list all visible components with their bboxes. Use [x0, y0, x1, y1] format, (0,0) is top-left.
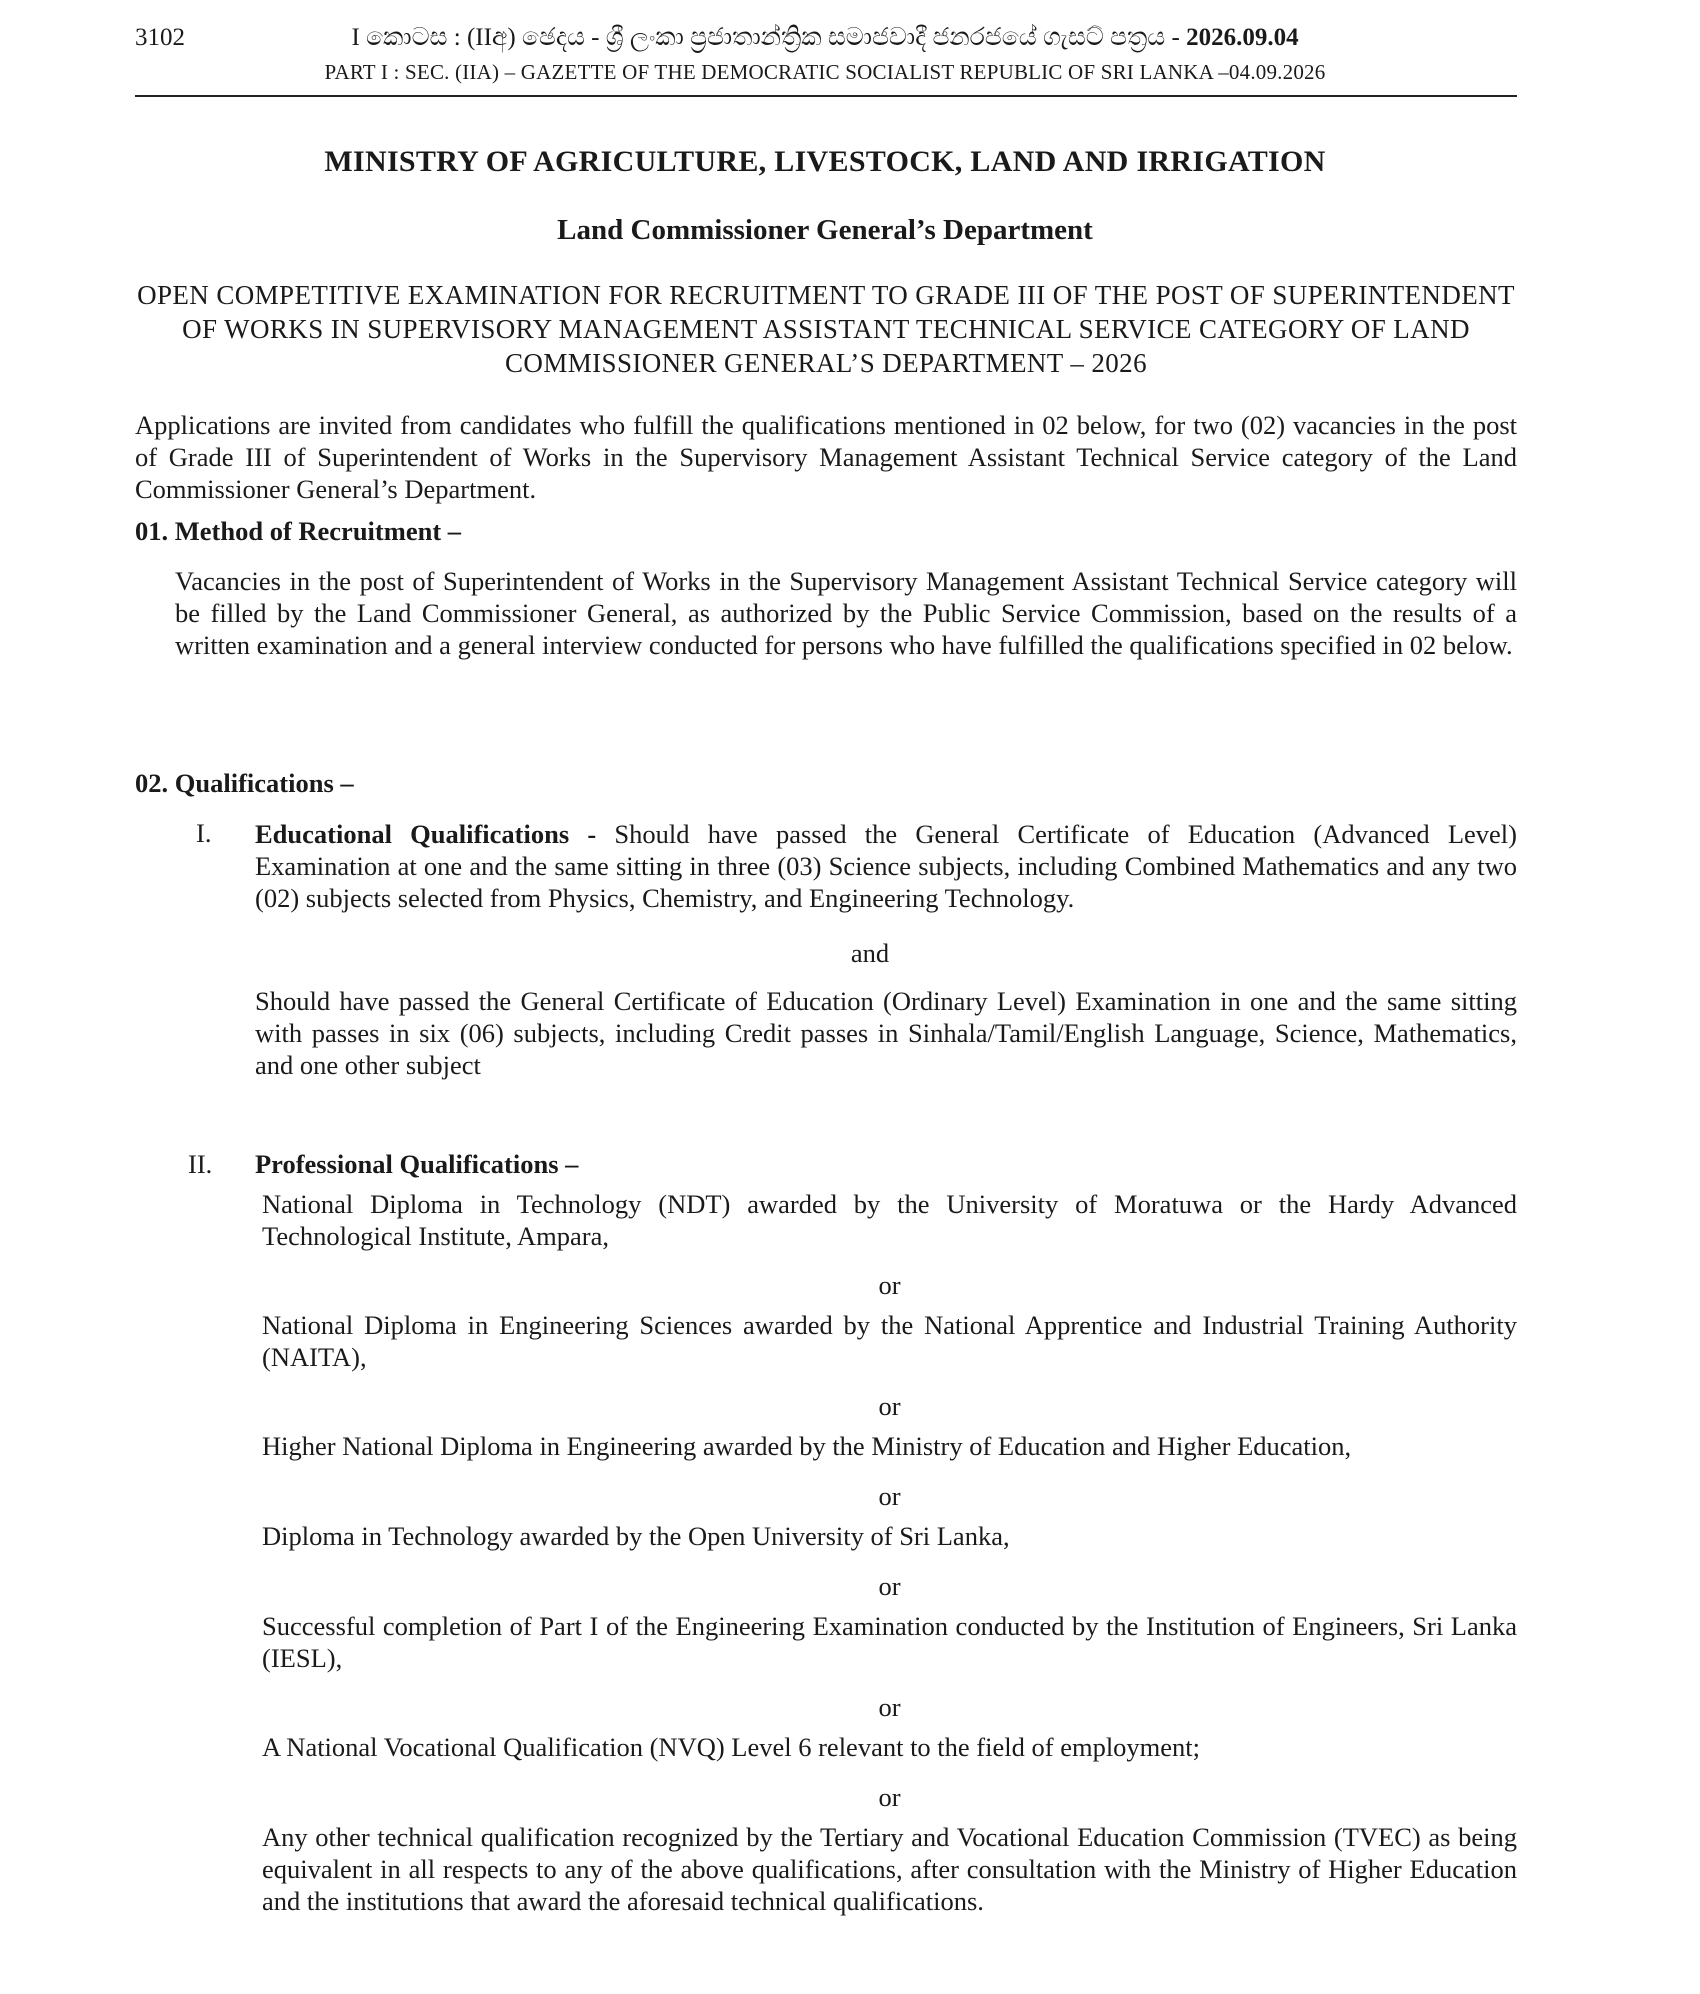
or-separator: or — [878, 1571, 901, 1601]
educational-qualifications-text: Should have passed the General Certificate of Education (Advanced Level) Examination at one and the same sitting in three (03) Science subjects, including Combined Mathematics and any two (02) subjects selected from Physics, Chemistry, and Engineering Technology. — [255, 819, 1517, 913]
qualification-option: National Diploma in Technology (NDT) awarded by the University of Moratuwa or the Hardy Advanced Technological Institute, Ampara, — [262, 1189, 1517, 1251]
professional-qualifications-heading: Professional Qualifications – — [255, 1149, 579, 1179]
or-separator: or — [878, 1481, 901, 1511]
or-separator: or — [878, 1270, 901, 1300]
intro-paragraph: Applications are invited from candidates who fulfill the qualifications mentioned in 02 below, for two (02) vacancies in the post of Grade III of Superintendent of Works in the Supervisory Management Assistant Technical Service category of the Land Commissioner General’s Department. — [135, 410, 1517, 504]
educational-qualifications-label: Educational Qualifications - — [255, 819, 597, 849]
qualification-option: Diploma in Technology awarded by the Open University of Sri Lanka, — [262, 1521, 1010, 1551]
educational-qualifications — [255, 818, 1517, 914]
or-separator: or — [878, 1391, 901, 1421]
section-1-body: Vacancies in the post of Superintendent of Works in the Supervisory Management Assistant Technical Service category will be filled by the Land Commissioner General, as authorized by the Public Service Commission, based on the results of a written examination and a general interview conducted for persons who have fulfilled the qualifications specified in 02 below. — [175, 566, 1517, 660]
page-number: 3102 — [135, 24, 185, 51]
gazette-header-sinhala-text: I කොටස : (IIඅ) ඡෙදය - ශ්‍රී ලංකා ප්‍රජාතාන්ත්‍රික සමාජවාදී ජනරජයේ ගැසට් පත්‍රය - — [351, 24, 1187, 51]
section-2-heading: 02. Qualifications – — [135, 768, 354, 798]
qualification-option: Successful completion of Part I of the Engineering Examination conducted by the Institution of Engineers, Sri Lanka (IESL), — [262, 1611, 1517, 1673]
qualification-option: National Diploma in Engineering Sciences awarded by the National Apprentice and Industrial Training Authority (NAITA), — [262, 1310, 1517, 1372]
gazette-header-date: 2026.09.04 — [1186, 24, 1299, 51]
gazette-header-english: PART I : SEC. (IIA) – GAZETTE OF THE DEMOCRATIC SOCIALIST REPUBLIC OF SRI LANKA –04.09.2026 — [324, 60, 1326, 84]
qualification-option: Higher National Diploma in Engineering awarded by the Ministry of Education and Higher Education, — [262, 1431, 1352, 1461]
or-separator: or — [878, 1692, 901, 1722]
qualification-option: A National Vocational Qualification (NVQ) Level 6 relevant to the field of employment; — [262, 1732, 1201, 1762]
ordinary-level-requirement: Should have passed the General Certificate of Education (Ordinary Level) Examination in one and the same sitting with passes in six (06) subjects, including Credit passes in Sinhala/Tamil/English Language, Science, Mathematics, and one other subject — [255, 986, 1517, 1080]
item-1-numeral: I. — [196, 818, 212, 848]
item-2-numeral: II. — [188, 1149, 213, 1179]
or-separator: or — [878, 1782, 901, 1812]
gazette-header-sinhala — [0, 24, 1650, 52]
header-divider — [135, 95, 1517, 97]
ministry-title: MINISTRY OF AGRICULTURE, LIVESTOCK, LAND AND IRRIGATION — [324, 145, 1326, 178]
and-separator: and — [850, 938, 890, 968]
department-title: Land Commissioner General’s Department — [557, 214, 1093, 246]
exam-title: OPEN COMPETITIVE EXAMINATION FOR RECRUITMENT TO GRADE III OF THE POST OF SUPERINTENDENT OF WORKS IN SUPERVISORY MANAGEMENT ASSISTANT TECHNICAL SERVICE CATEGORY OF LAND COMMISSIONER GENERAL’S DEPARTMENT – 2026 — [137, 280, 1515, 378]
qualification-option: Any other technical qualification recognized by the Tertiary and Vocational Education Commission (TVEC) as being equivalent in all respects to any of the above qualifications, after consultation with the Ministry of Higher Education and the institutions that award the aforesaid technical qualifications. — [262, 1822, 1517, 1916]
section-1-heading: 01. Method of Recruitment – — [135, 516, 462, 546]
